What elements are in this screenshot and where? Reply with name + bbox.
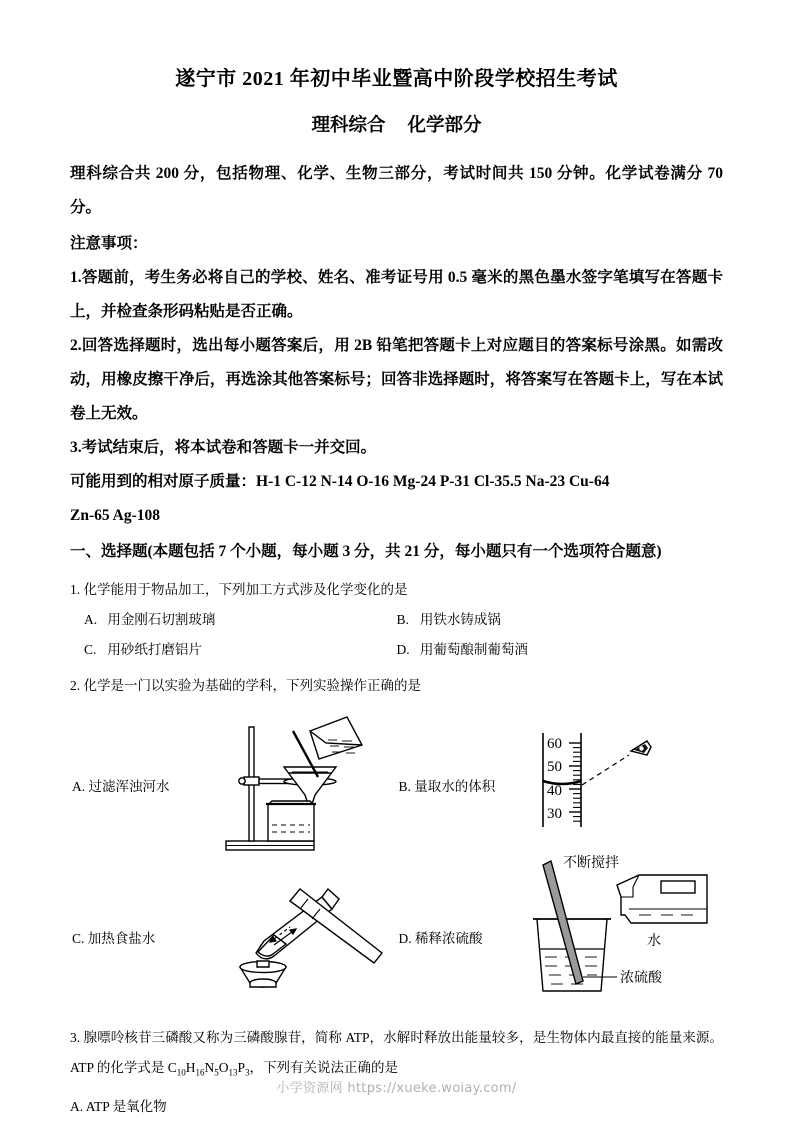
formula-element-h: H — [185, 1060, 196, 1075]
question-2-stem — [70, 671, 723, 701]
question-2-option-a-label — [70, 775, 198, 795]
question-1-option-c[interactable] — [70, 635, 397, 665]
question-3-option-a[interactable] — [70, 1092, 723, 1122]
page-title: 遂宁市 2021 年初中毕业暨高中阶段学校招生考试 — [175, 68, 618, 90]
page-subtitle — [70, 111, 723, 137]
option-text-b: 量取水的体积 — [414, 779, 496, 794]
question-1-stem — [70, 575, 723, 605]
exam-intro-text: 理科综合共 200 分，包括物理、化学、生物三部分，考试时间共 150 分钟。化学试卷满分 70 分。 — [70, 165, 723, 216]
question-3-text-part-1: 腺嘌呤核苷三磷酸又称为三磷酸腺苷，简称 ATP，水解时释放出能量较多，是生物体内最直接的能量来源。ATP 的化学式是 C — [70, 1030, 724, 1075]
option-label-c: C. — [84, 642, 97, 657]
question-2-figure-grid — [70, 709, 723, 1013]
option-label-d: D. — [398, 931, 412, 946]
question-2-option-d-label — [397, 927, 525, 947]
atomic-mass-line-1 — [70, 465, 723, 499]
question-3-number: 3. — [70, 1030, 81, 1045]
svg-text:50: 50 — [546, 759, 562, 775]
subject-part-label: 化学部分 — [407, 116, 482, 136]
option-text-c: 用砂纸打磨铝片 — [107, 642, 202, 657]
dilution-acid-label: 浓硫酸 — [619, 969, 662, 985]
question-2-figure-row-2 — [70, 854, 723, 1013]
question-1-options-row-2 — [70, 635, 723, 665]
option-text-b: 用铁水铸成锅 — [419, 612, 501, 627]
question-1-option-b[interactable] — [397, 605, 724, 635]
section-heading-choice: 一、选择题(本题包括 7 个小题，每小题 3 分，共 21 分，每小题只有一个选项符合题意) — [70, 543, 662, 560]
formula-sub-c: 10 — [176, 1067, 186, 1078]
question-2-text: 化学是一门以实验为基础的学科，下列实验操作正确的是 — [83, 678, 421, 693]
atomic-mass-line-2: Zn-65 Ag-108 — [70, 507, 160, 524]
svg-text:60: 60 — [546, 736, 562, 752]
question-2-option-d[interactable] — [397, 854, 724, 1013]
question-2-figure-row-1 — [70, 709, 723, 861]
notice-item-1: 1.答题前，考生务必将自己的学校、姓名、准考证号用 0.5 毫米的黑色墨水签字笔填写在答题卡上，并检查条形码粘贴是否正确。 — [70, 269, 723, 320]
option-text-d: 用葡萄酿制葡萄酒 — [419, 642, 528, 657]
option-text-c: 加热食盐水 — [87, 931, 156, 946]
formula-sub-o: 13 — [228, 1067, 238, 1078]
filtration-apparatus-icon — [198, 709, 397, 861]
atomic-mass-label: 可能用到的相对原子质量： — [70, 473, 257, 490]
option-text-a: 过滤浑浊河水 — [88, 779, 170, 794]
notice-item-2: 2.回答选择题时，选出每小题答案后，用 2B 铅笔把答题卡上对应题目的答案标号涂黑。如需改动，用橡皮擦干净后，再选涂其他答案标号；回答非选择题时，将答案写在答题卡上，写在本试卷上无效。 — [70, 337, 723, 422]
question-2-option-b-label — [397, 775, 525, 795]
formula-element-o: O — [218, 1060, 229, 1075]
option-label-a: A. — [84, 612, 98, 627]
notice-item-3: 3.考试结束后，将本试卷和答题卡一并交回。 — [70, 439, 377, 456]
option-label-a: A. — [70, 1098, 84, 1114]
option-text-d: 稀释浓硫酸 — [415, 931, 483, 946]
graduated-cylinder-eye-icon — [525, 709, 724, 861]
option-label-b: B. — [396, 612, 409, 627]
option-label-a: A. — [72, 779, 86, 794]
dilution-stir-label: 不断搅拌 — [562, 854, 619, 870]
question-2-option-c-label — [70, 927, 198, 947]
question-2-option-b[interactable] — [397, 709, 724, 861]
question-2-option-a[interactable] — [70, 709, 397, 861]
atomic-mass-values-1: H-1 C-12 N-14 O-16 Mg-24 P-31 Cl-35.5 Na-23 Cu-64 — [256, 473, 610, 490]
question-3-text-part-2: ，下列有关说法正确的是 — [249, 1060, 399, 1075]
formula-element-n: N — [204, 1060, 215, 1075]
question-1-number: 1. — [70, 582, 81, 597]
formula-sub-h: 16 — [195, 1067, 205, 1078]
watermark-text: 小学资源网 https://xueke.woiay.com/ — [276, 1081, 517, 1096]
svg-text:30: 30 — [546, 806, 562, 822]
notice-heading: 注意事项： — [70, 235, 148, 252]
question-1-text: 化学能用于物品加工，下列加工方式涉及化学变化的是 — [83, 582, 408, 597]
option-label-b: B. — [398, 779, 411, 794]
acid-dilution-icon — [525, 854, 724, 1013]
option-label-c: C. — [72, 931, 85, 946]
subject-group-label: 理科综合 — [311, 116, 386, 136]
formula-element-p: P — [237, 1060, 246, 1075]
option-text-a: ATP 是氧化物 — [85, 1098, 167, 1114]
question-1-option-a[interactable] — [70, 605, 397, 635]
dilution-water-label: 水 — [646, 932, 661, 948]
question-2-number: 2. — [70, 678, 81, 693]
test-tube-heating-icon — [198, 861, 397, 1013]
question-2-option-c[interactable] — [70, 861, 397, 1013]
question-1-option-d[interactable] — [397, 635, 724, 665]
svg-text:40: 40 — [546, 783, 562, 799]
option-text-a: 用金刚石切割玻璃 — [107, 612, 216, 627]
option-label-d: D. — [396, 642, 410, 657]
formula-sub-p: 3 — [245, 1067, 250, 1078]
question-1-options-row-1 — [70, 605, 723, 635]
formula-sub-n: 5 — [214, 1067, 219, 1078]
